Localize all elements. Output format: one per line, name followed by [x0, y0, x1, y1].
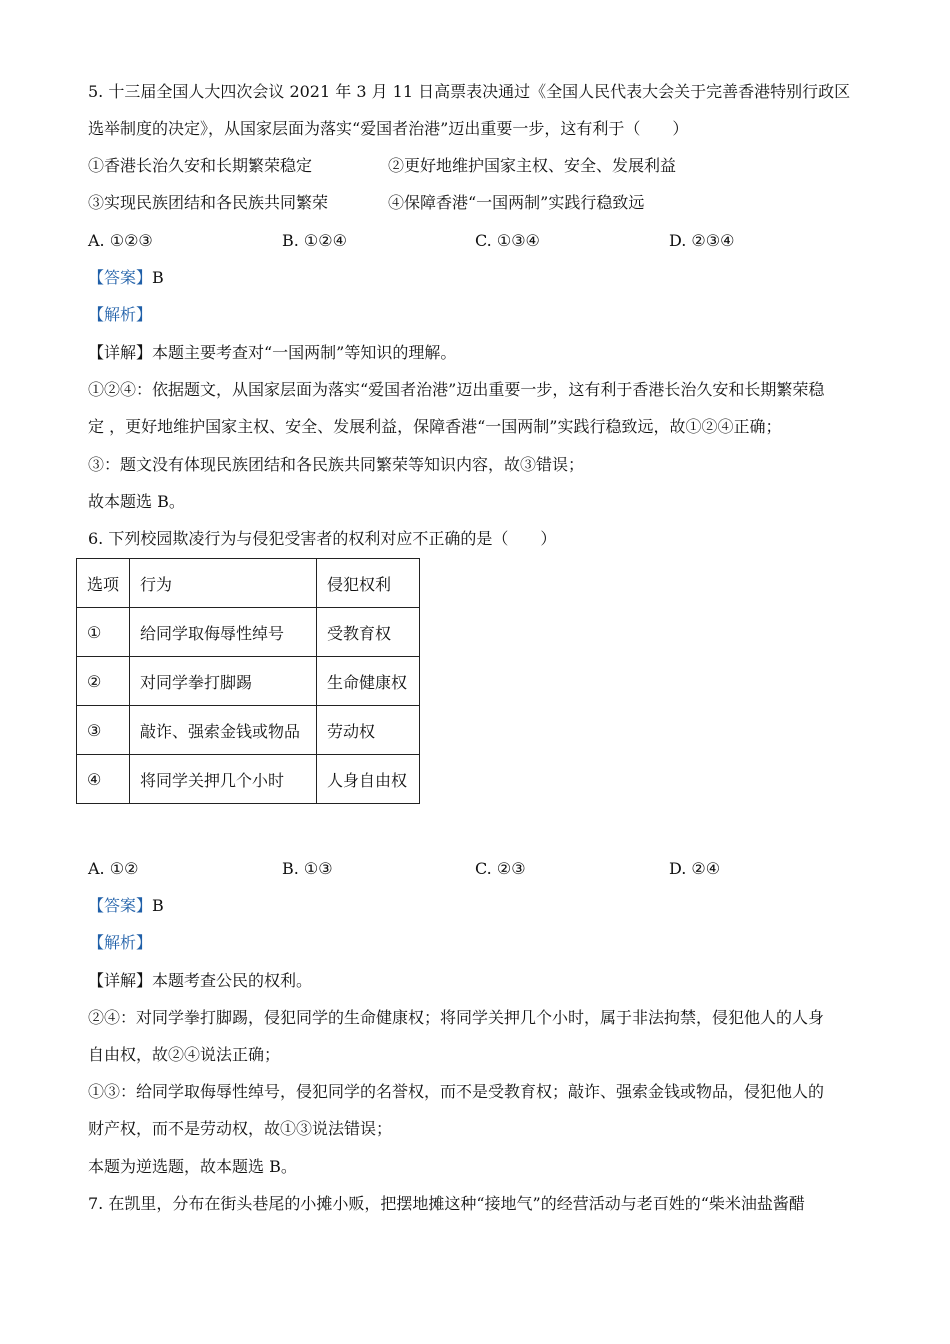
- table-cell: 敲诈、强索金钱或物品: [130, 706, 317, 755]
- table-cell: ④: [77, 755, 130, 804]
- q5-statement-2: ②更好地维护国家主权、安全、发展利益: [388, 156, 677, 175]
- q6-analysis-tag: 【解析】: [88, 933, 153, 952]
- table-header-cell: 行为: [130, 559, 317, 608]
- answer-value: B: [152, 268, 164, 287]
- table-row: [77, 608, 420, 657]
- q5-statement-4: ④保障香港“一国两制”实践行稳致远: [388, 193, 645, 212]
- q5-option-c: C. ①③④: [475, 231, 540, 250]
- q6-option-c: C. ②③: [475, 859, 526, 878]
- table-cell: 生命健康权: [317, 657, 420, 706]
- q5-statement-1: ①香港长治久安和长期繁荣稳定: [88, 156, 313, 175]
- q5-analysis-tag: 【解析】: [88, 305, 153, 324]
- q5-detail-line-1: 【详解】本题主要考查对“一国两制”等知识的理解。: [88, 343, 457, 362]
- q6-detail-line-1: 【详解】本题考查公民的权利。: [88, 971, 313, 990]
- answer-value: B: [152, 896, 164, 915]
- q6-detail-line-3: 自由权，故②④说法正确；: [88, 1045, 281, 1064]
- q5-option-a: A. ①②③: [88, 231, 153, 250]
- table-row: [77, 657, 420, 706]
- table-cell: 将同学关押几个小时: [130, 755, 317, 804]
- table-header-cell: 侵犯权利: [317, 559, 420, 608]
- q5-option-d: D. ②③④: [669, 231, 735, 250]
- table-row: [77, 755, 420, 804]
- q6-answer: [88, 895, 164, 917]
- table-row: [77, 706, 420, 755]
- table-cell: 劳动权: [317, 706, 420, 755]
- answer-tag: 【答案】: [88, 896, 153, 915]
- table-cell: 人身自由权: [317, 755, 420, 804]
- table-header-cell: 选项: [77, 559, 130, 608]
- q5-stem-line-1: 5. 十三届全国人大四次会议 2021 年 3 月 11 日高票表决通过《全国人民代表大会关于完善香港特别行政区: [88, 82, 851, 101]
- table-cell: 给同学取侮辱性绰号: [130, 608, 317, 657]
- q6-detail-line-4: ①③：给同学取侮辱性绰号，侵犯同学的名誉权，而不是受教育权；敲诈、强索金钱或物品，侵犯他人的: [88, 1082, 825, 1101]
- q5-detail-line-2: ①②④：依据题文，从国家层面为落实“爱国者治港”迈出重要一步，这有利于香港长治久安和长期繁荣稳: [88, 380, 825, 399]
- table-cell: ③: [77, 706, 130, 755]
- rights-table: [76, 558, 420, 804]
- q5-statement-3: ③实现民族团结和各民族共同繁荣: [88, 193, 329, 212]
- q5-detail-line-3: 定 ，更好地维护国家主权、安全、发展利益，保障香港“一国两制”实践行稳致远，故①②④正确；: [88, 417, 782, 436]
- q6-option-b: B. ①③: [282, 859, 333, 878]
- q6-option-a: A. ①②: [88, 859, 139, 878]
- table-cell: 受教育权: [317, 608, 420, 657]
- q6-option-d: D. ②④: [669, 859, 721, 878]
- q6-detail-line-5: 财产权，而不是劳动权，故①③说法错误；: [88, 1119, 393, 1138]
- table-cell: ②: [77, 657, 130, 706]
- table-header-row: [77, 559, 420, 608]
- q5-detail-line-4: ③：题文没有体现民族团结和各民族共同繁荣等知识内容，故③错误；: [88, 455, 585, 474]
- answer-tag: 【答案】: [88, 268, 153, 287]
- table-cell: ①: [77, 608, 130, 657]
- table-cell: 对同学拳打脚踢: [130, 657, 317, 706]
- q6-stem: 6. 下列校园欺凌行为与侵犯受害者的权利对应不正确的是（ ）: [88, 529, 557, 548]
- q6-detail-line-2: ②④：对同学拳打脚踢，侵犯同学的生命健康权；将同学关押几个小时，属于非法拘禁，侵犯他人的人身: [88, 1008, 825, 1027]
- q5-option-b: B. ①②④: [282, 231, 347, 250]
- q5-stem-line-2: 选举制度的决定》，从国家层面为落实“爱国者治港”迈出重要一步，这有利于（ ）: [88, 119, 689, 138]
- q6-detail-line-6: 本题为逆选题，故本题选 B。: [88, 1157, 297, 1176]
- q7-stem-line-1: 7. 在凯里，分布在街头巷尾的小摊小贩，把摆地摊这种“接地气”的经营活动与老百姓的“柴米油盐酱醋: [88, 1194, 805, 1213]
- q5-detail-line-5: 故本题选 B。: [88, 492, 185, 511]
- q5-answer: [88, 267, 164, 289]
